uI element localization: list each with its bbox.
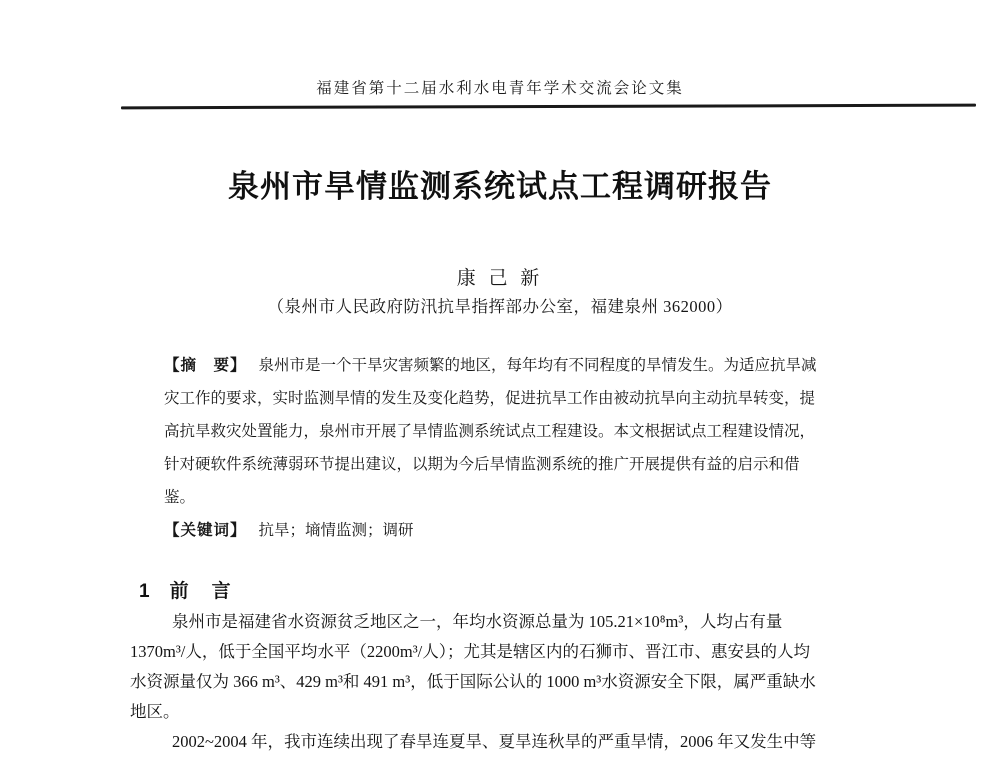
para1-line: 地区。 [130,702,180,721]
author-name: 康 己 新 [456,268,544,289]
paper-title: 泉州市旱情监测系统试点工程调研报告 [228,169,772,204]
section-1-heading [139,576,233,603]
introduction-body [130,607,878,757]
keywords-label: 【关键词】 [164,522,247,539]
section-1-title: 前 言 [169,581,233,602]
abstract-label: 【摘 要】 [164,357,247,374]
abstract-line: 针对硬软件系统薄弱环节提出建议，以期为今后旱情监测系统的推广开展提供有益的启示和借 [164,456,800,473]
para1-line: 1370m³/人，低于全国平均水平（2200m³/人）；尤其是辖区内的石狮市、晋江市、惠安县的人均 [130,642,810,661]
abstract-line: 灾工作的要求，实时监测旱情的发生及变化趋势，促进抗旱工作由被动抗旱向主动抗旱转变，提 [164,390,816,407]
proceedings-running-head: 福建省第十二届水利水电青年学术交流会论文集 [316,80,684,97]
abstract-block [164,349,866,547]
abstract-line: 高抗旱救灾处置能力，泉州市开展了旱情监测系统试点工程建设。本文根据试点工程建设情况， [164,423,816,440]
para2-line: 2002~2004 年，我市连续出现了春旱连夏旱、夏旱连秋旱的严重旱情，2006 年又发生中等 [172,732,817,751]
header-divider-rule [121,104,976,110]
section-1-number: 1 [139,581,152,602]
abstract-line-text: 泉州市是一个干旱灾害频繁的地区，每年均有不同程度的旱情发生。为适应抗旱减 [258,357,817,374]
author-affiliation: （泉州市人民政府防汛抗旱指挥部办公室，福建泉州 362000） [267,297,733,316]
abstract-line: 鉴。 [164,489,196,506]
para1-line: 泉州市是福建省水资源贫乏地区之一，年均水资源总量为 105.21×10⁸m³，人均占有量 [172,612,783,631]
keywords-text: 抗旱；墒情监测；调研 [258,522,414,539]
para1-line: 水资源量仅为 366 m³、429 m³和 491 m³，低于国际公认的 1000 m³水资源安全下限，属严重缺水 [130,672,816,691]
keywords-line [164,514,866,547]
abstract-line [164,349,866,382]
